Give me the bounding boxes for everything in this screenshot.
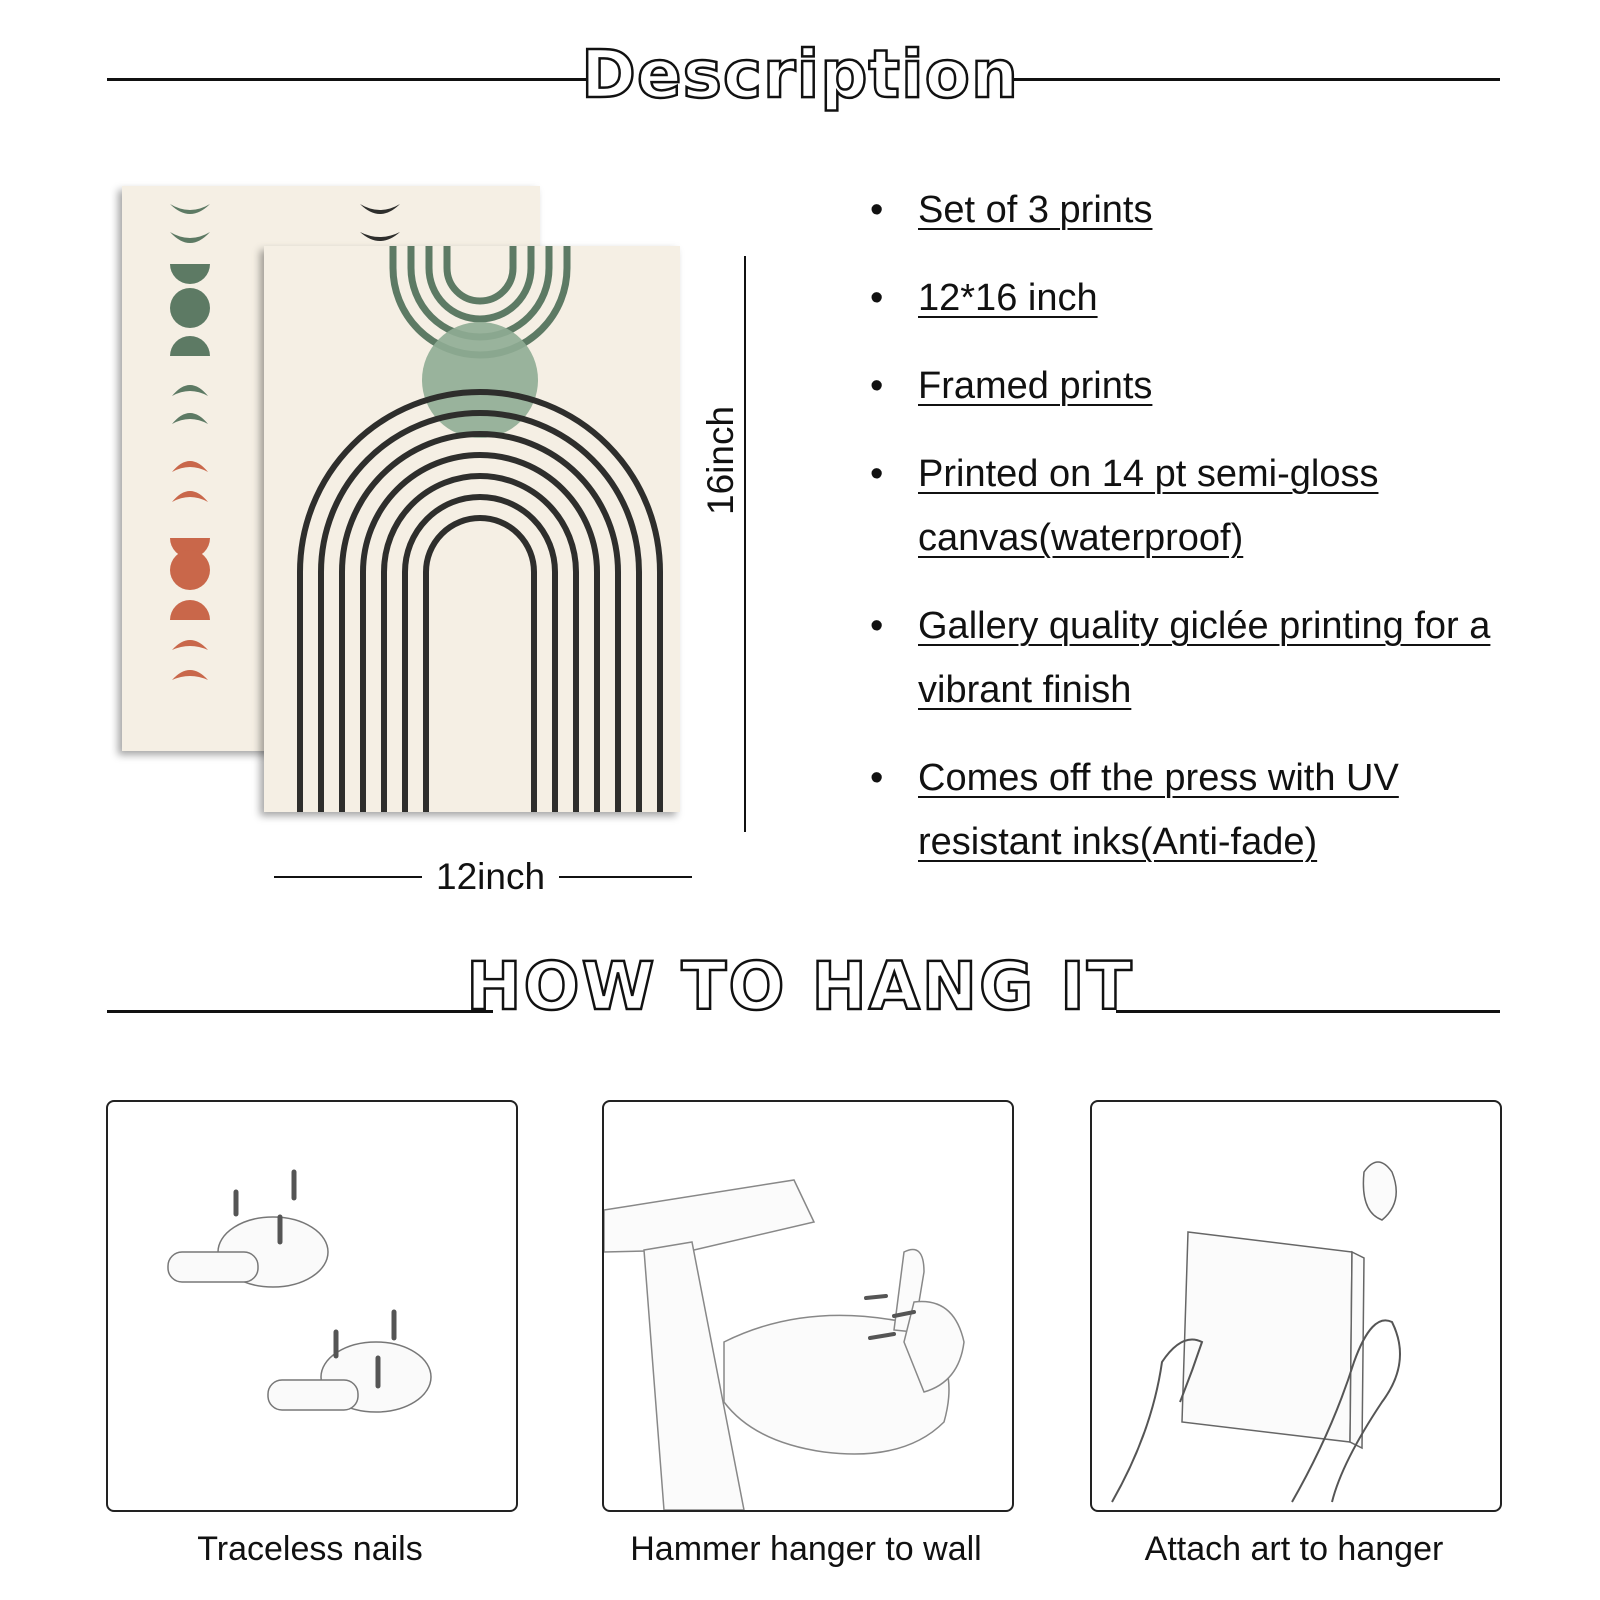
feature-item: • 12*16 inch [870,266,1510,330]
hammer-icon [604,1102,1012,1510]
feature-list [870,178,1510,898]
step-card-attach-art [1090,1100,1502,1512]
feature-item: • Set of 3 prints [870,178,1510,242]
feature-item: • Framed prints [870,354,1510,418]
description-title: Description [581,36,1019,113]
feature-item: • Printed on 14 pt semi-gloss canvas(waterproof) [870,442,1510,570]
hands-frame-icon [1092,1102,1500,1510]
print-set-illustration [110,180,750,940]
height-dimension-line [744,256,746,832]
hang-title: HOW TO HANG IT [466,948,1134,1025]
height-label: 16inch [700,396,742,525]
step-caption: Traceless nails [197,1530,423,1568]
traceless-nails-icon [108,1102,516,1510]
step-caption: Attach art to hanger [1144,1530,1444,1568]
feature-item: • Comes off the press with UV resistant inks(Anti-fade) [870,746,1510,874]
step-card-traceless-nails [106,1100,518,1512]
step-card-hammer [602,1100,1014,1512]
step-caption: Hammer hanger to wall [630,1530,982,1568]
width-label: 12inch [422,856,559,898]
feature-item: • Gallery quality giclée printing for a vibrant finish [870,594,1510,722]
